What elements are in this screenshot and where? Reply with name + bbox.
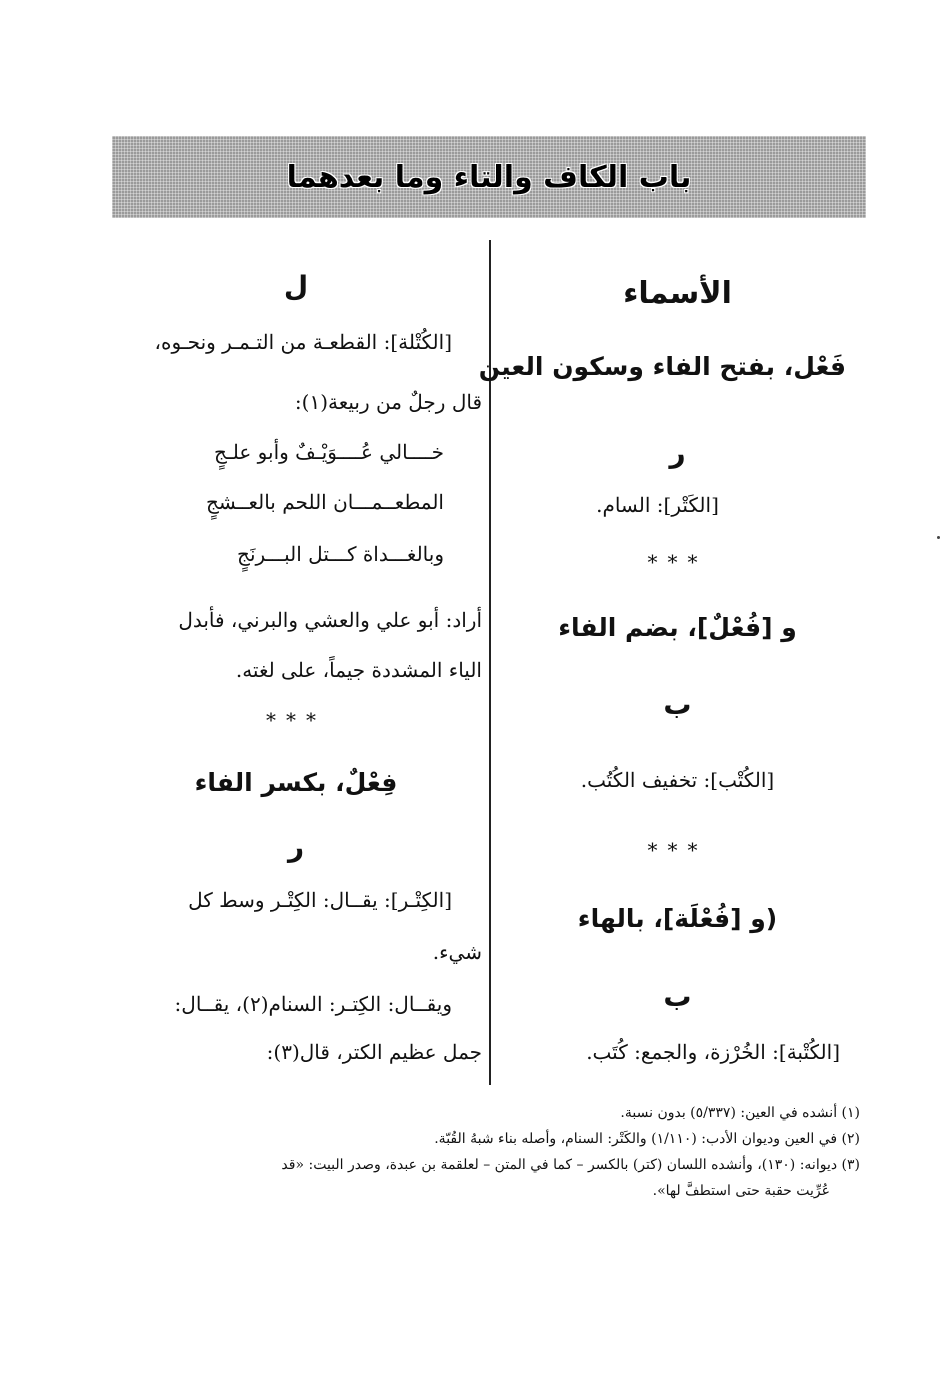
verse-line-2: المطعــمـــان اللحم بالعــشجٍ xyxy=(206,490,444,514)
pattern-heading-2: و [فُعْلٌ]، بضم الفاء xyxy=(558,613,797,642)
entry-kathr: [الكَتْر]: السام. xyxy=(596,493,719,517)
footnotes xyxy=(110,1100,860,1204)
letter-heading-lam: ل xyxy=(283,270,309,303)
letter-heading-3: ب xyxy=(663,980,692,1013)
footnote-3-continued: عُرِّيت حقبة حتى استطفَّ لها». xyxy=(652,1183,830,1199)
entry-kutla-line1: [الكُتْلة]: القطعـة من التـمـر ونحـوه، xyxy=(154,330,452,354)
entry-kitr2-line1: ويقــال: الكِتـر: السنام(٢)، يقــال: xyxy=(174,992,452,1016)
letter-heading-1: ر xyxy=(669,436,686,469)
pattern-heading-1: فَعْل، بفتح الفاء وسكون العين xyxy=(478,352,846,381)
separator-stars-1: *** xyxy=(647,550,708,574)
scan-speck xyxy=(937,536,940,539)
entry-kitr-line2: شيء. xyxy=(432,940,482,964)
heading-nouns: الأسماء xyxy=(623,276,732,311)
entry-kutba: [الكُتْبة]: الخُرْزة، والجمع: كُتَب. xyxy=(586,1040,840,1064)
letter-heading-ra: ر xyxy=(287,830,305,863)
entry-kutla-line2: قال رجلٌ من ربيعة(١): xyxy=(294,390,482,414)
explanation-line1: أراد: أبو علي والعشي والبرني، فأبدل xyxy=(178,608,482,632)
entry-kutb: [الكُتْب]: تخفيف الكُتُب. xyxy=(580,768,775,792)
entry-kitr2-line2: جمل عظيم الكتر، قال(٣): xyxy=(266,1040,482,1064)
separator-stars-3: *** xyxy=(266,708,326,732)
explanation-line2: الياء المشددة جيماً، على لغته. xyxy=(235,658,482,682)
entry-kitr-line1: [الكِتْـر]: يقــال: الكِتْـر وسط كل xyxy=(188,888,452,912)
pattern-heading-3: (و [فُعْلَة]، بالهاء xyxy=(577,904,778,933)
verse-line-3: وبالغـــداة كـــتل البـــرنَجٍ xyxy=(237,542,444,566)
section-title: باب الكاف والتاء وما بعدهما xyxy=(286,159,692,195)
verse-line-1: خــــالي عُــــوَيْـفٌ وأبو علـجٍ xyxy=(214,440,444,464)
footnote-1: (١) أنشده في العين: (٥/٣٣٧) بدون نسبة. xyxy=(620,1105,860,1121)
letter-heading-2: ب xyxy=(663,688,692,721)
footnote-3: (٣) ديوانه: (١٣٠)، وأنشده اللسان (كتر) بالكسر – كما في المتن – لعلقمة بن عبدة، وصدر البيت: «قد xyxy=(281,1157,860,1173)
separator-stars-2: *** xyxy=(647,838,708,862)
footnote-2: (٢) في العين وديوان الأدب: (١/١١٠) والكَتْر: السنام، وأصله بناء شبهُ القُبّة. xyxy=(434,1131,860,1147)
pattern-heading-kasr: فِعْلٌ، بكسر الفاء xyxy=(194,768,398,797)
section-banner xyxy=(112,136,866,218)
